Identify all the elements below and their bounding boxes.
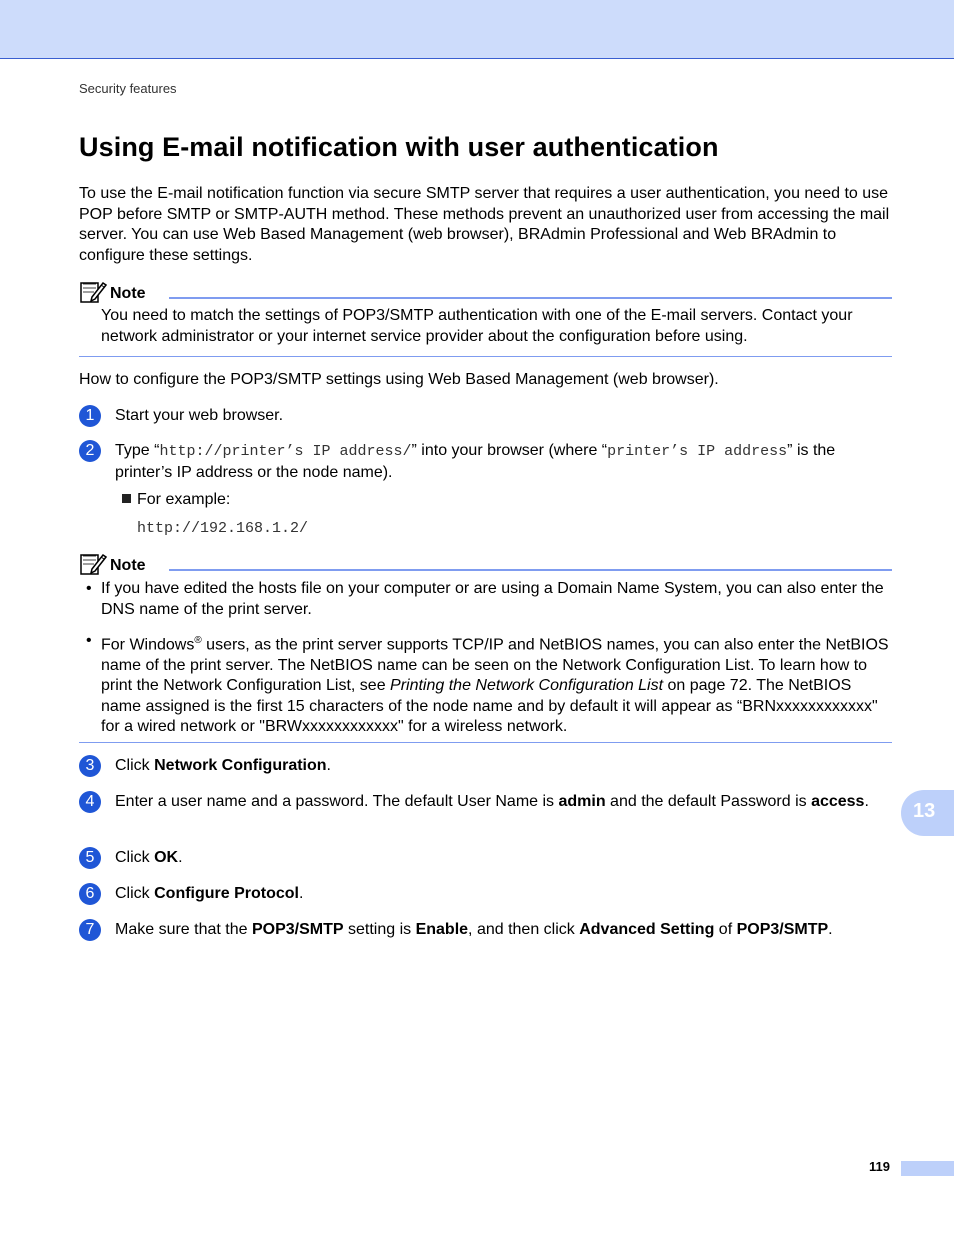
header-band [0, 0, 954, 59]
step-number: 4 [79, 791, 101, 813]
ui-term: POP3/SMTP [736, 921, 829, 938]
step-number: 3 [79, 755, 101, 777]
url-code: http://printer’s IP address/ [159, 443, 412, 460]
step-text: Start your web browser. [115, 407, 284, 424]
step-text-part: . [178, 849, 183, 866]
step-text [115, 920, 893, 941]
note-text: You need to match the settings of POP3/SMTP authentication with one of the E-mail servers. Contact your network administrator or your internet service provider about the configuration before using. [101, 307, 853, 345]
step-4 [79, 791, 893, 831]
step-text [115, 848, 893, 869]
note-item-text: If you have edited the hosts file on your computer or are using a Domain Name System, you can also enter the DNS name of the print server. [101, 580, 884, 618]
breadcrumb: Security features [79, 81, 177, 96]
note-header [79, 552, 892, 576]
note-label: Note [110, 285, 146, 302]
page-number-bar [901, 1161, 954, 1176]
registered-mark: ® [194, 635, 202, 646]
step-5 [79, 847, 893, 887]
intro-paragraph: To use the E-mail notification function via secure SMTP server that requires a user authentication, you need to use POP before SMTP or SMTP-AUTH method. These methods prevent an unauthorized user from accessing the mail server. You can use Web Based Management (web browser), BRAdmin Professional and Web BRAdmin to configure these settings. [79, 185, 890, 264]
ui-term: OK [154, 849, 179, 866]
ui-term: access [811, 793, 865, 810]
step-text-part: Click [115, 849, 155, 866]
ui-term: Network Configuration [154, 757, 327, 774]
note-item-text [101, 631, 892, 738]
step-text-part: . [326, 757, 331, 774]
step-number: 1 [79, 405, 101, 427]
step-text [115, 792, 875, 813]
how-to-paragraph: How to configure the POP3/SMTP settings using Web Based Management (web browser). [79, 371, 719, 388]
note-divider [169, 297, 892, 299]
step-3 [79, 755, 893, 795]
step-text-part: Click [115, 885, 155, 902]
ui-term: admin [558, 793, 606, 810]
ui-term: Configure Protocol [154, 885, 299, 902]
step-text-part: Click [115, 757, 155, 774]
note-label: Note [110, 557, 146, 574]
note-text-part: users, as the print server supports TCP/IP and NetBIOS names, you can also enter the NetBIOS name of the print server. The NetBIOS name can be seen on the Network Configuration List. To learn how to print the Network Configuration List, see [101, 636, 889, 695]
note-divider [169, 569, 892, 571]
step-7 [79, 919, 893, 959]
example-label: For example: [137, 491, 231, 508]
step-text-part: ” into your browser (where “ [411, 442, 608, 459]
step-1 [79, 405, 893, 445]
chapter-tab [901, 790, 954, 836]
note-text-part: on page 72. The NetBIOS name assigned is the first 15 characters of the node name and by default it will appear as “BRNxxxxxxxxxxxx" for a wired network or "BRWxxxxxxxxxxxx" for a wireless network. [101, 677, 878, 736]
step-text-part: . [299, 885, 304, 902]
ui-term: Enable [415, 921, 469, 938]
ip-code: printer’s IP address [607, 443, 788, 460]
step-text-part: Make sure that the [115, 921, 252, 938]
note-pencil-icon [79, 280, 107, 304]
step-text-part: setting is [343, 921, 416, 938]
note-header [79, 280, 892, 304]
step-text-part: of [714, 921, 737, 938]
square-bullet-icon [122, 494, 131, 503]
example-bullet [122, 491, 230, 509]
cross-reference: Printing the Network Configuration List [390, 677, 664, 695]
step-text-part: Enter a user name and a password. The default User Name is [115, 793, 559, 810]
step-text [115, 884, 893, 905]
note-text-part: For Windows [101, 636, 195, 654]
page-number: 119 [869, 1159, 890, 1174]
note-end-rule [79, 742, 892, 743]
bullet-dot: • [86, 632, 92, 649]
step-text-part: ” is the printer’s IP address or the node name). [115, 442, 836, 481]
step-number: 2 [79, 440, 101, 462]
bullet-dot: • [86, 580, 92, 597]
chapter-number: 13 [913, 800, 936, 822]
step-text-part: , and then click [468, 921, 580, 938]
step-6 [79, 883, 893, 923]
step-number: 7 [79, 919, 101, 941]
step-2 [79, 440, 893, 480]
step-text-part: Type “ [115, 442, 160, 459]
step-text-part: and the default Password is [605, 793, 812, 810]
step-number: 5 [79, 847, 101, 869]
note-end-rule [79, 356, 892, 357]
step-text [115, 441, 893, 483]
step-text [115, 756, 893, 777]
ui-term: Advanced Setting [579, 921, 715, 938]
ui-term: POP3/SMTP [251, 921, 344, 938]
step-text-part: . [828, 921, 833, 938]
page-title: Using E-mail notification with user authentication [79, 132, 719, 162]
note-pencil-icon [79, 552, 107, 576]
example-url: http://192.168.1.2/ [137, 520, 309, 537]
step-number: 6 [79, 883, 101, 905]
step-text-part: . [864, 793, 869, 810]
